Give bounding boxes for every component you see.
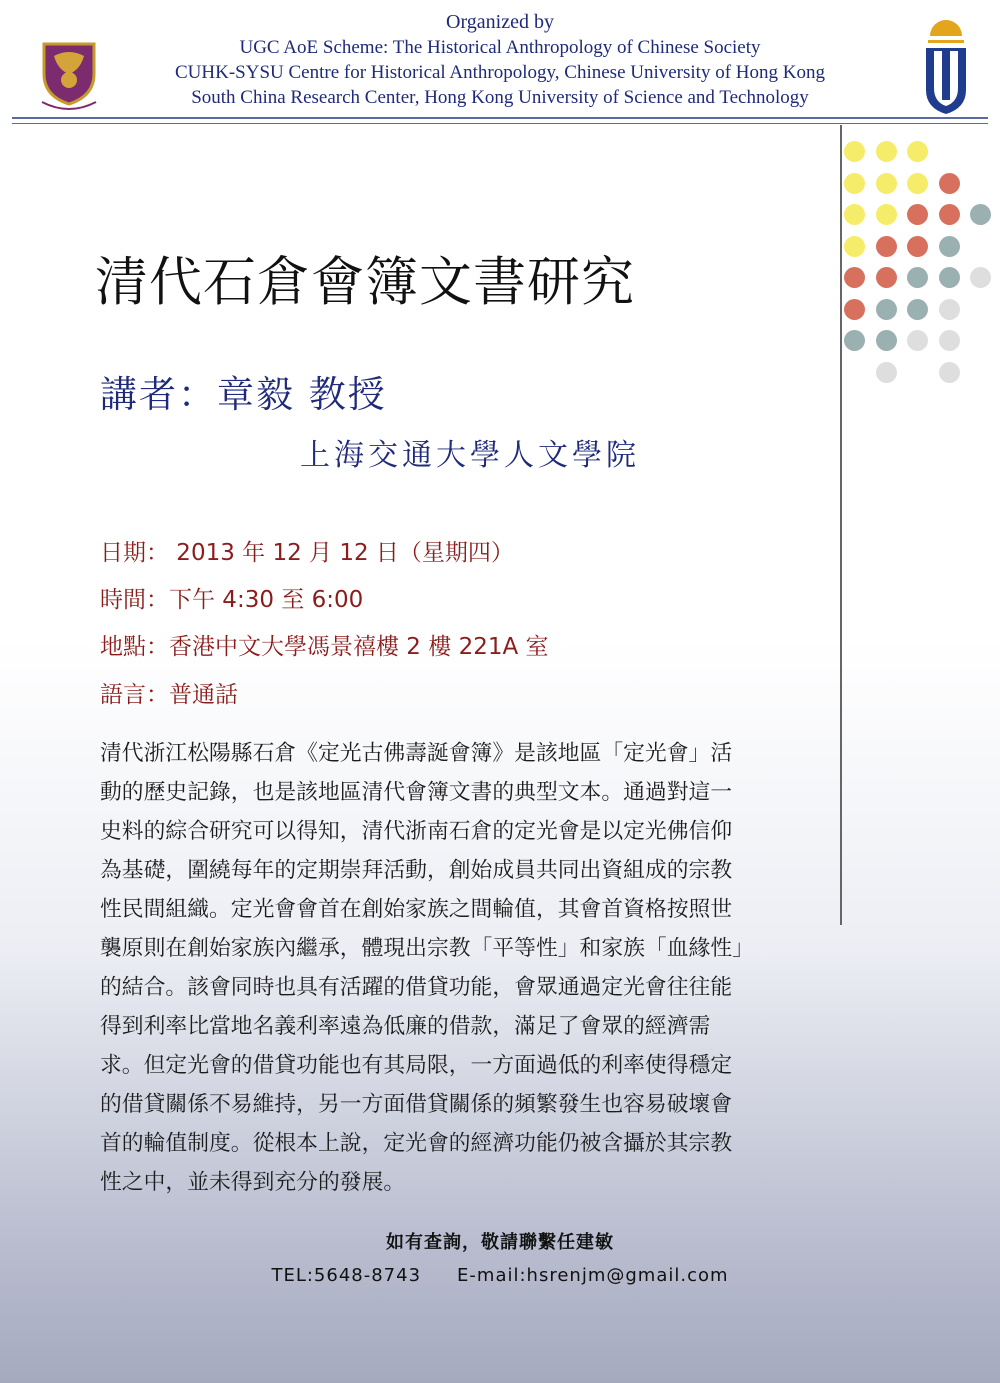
decorative-dot [907, 173, 928, 194]
decorative-dot [939, 362, 960, 383]
organizer-line: CUHK-SYSU Centre for Historical Anthropology, Chinese University of Hong Kong [175, 62, 825, 83]
decorative-dot [907, 330, 928, 351]
contact-inquiry: 如有查詢，敬請聯繫任建敏 [386, 1232, 614, 1253]
contact-info [0, 1265, 1000, 1286]
organizer-line: South China Research Center, Hong Kong University of Science and Technology [191, 87, 809, 108]
abstract-line: 的結合。該會同時也具有活躍的借貸功能，會眾通過定光會往往能 [100, 975, 733, 1000]
contact-phone: TEL:5648-8743 [271, 1265, 422, 1286]
event-time: 時間：下午 4:30 至 6:00 [100, 587, 364, 613]
event-date: 日期： 2013 年 12 月 12 日（星期四） [100, 540, 514, 566]
abstract-line: 動的歷史記錄，也是該地區清代會簿文書的典型文本。通過對這一 [100, 780, 733, 805]
abstract-line: 史料的綜合研究可以得知，清代浙南石倉的定光會是以定光佛信仰 [100, 819, 733, 844]
organized-by-heading: Organized by [446, 11, 554, 33]
abstract-line: 得到利率比當地名義利率遠為低廉的借款，滿足了會眾的經濟需 [100, 1014, 711, 1039]
organizer-line: UGC AoE Scheme: The Historical Anthropology of Chinese Society [239, 37, 761, 58]
decorative-dot [907, 267, 928, 288]
abstract-line: 為基礎，圍繞每年的定期崇拜活動，創始成員共同出資組成的宗教 [100, 858, 733, 883]
decorative-dot [844, 330, 865, 351]
decorative-dot [844, 267, 865, 288]
decorative-dot [907, 141, 928, 162]
abstract-line: 性之中，並未得到充分的發展。 [100, 1170, 406, 1195]
decorative-dot-grid [0, 0, 1000, 400]
decorative-dot [844, 299, 865, 320]
decorative-dot [939, 204, 960, 225]
abstract-paragraph [100, 734, 835, 1202]
decorative-dot [876, 141, 897, 162]
decorative-dot [876, 173, 897, 194]
decorative-dot [939, 236, 960, 257]
decorative-dot [939, 330, 960, 351]
abstract-line: 清代浙江松陽縣石倉《定光古佛壽誕會簿》是該地區「定光會」活 [100, 741, 733, 766]
abstract-line: 襲原則在創始家族內繼承，體現出宗教「平等性」和家族「血緣性」 [100, 936, 754, 961]
abstract-line: 性民間組織。定光會會首在創始家族之間輪值，其會首資格按照世 [100, 897, 733, 922]
decorative-dot [970, 204, 991, 225]
speaker-affiliation: 上海交通大學人文學院 [300, 438, 640, 473]
decorative-dot [907, 236, 928, 257]
decorative-dot [876, 204, 897, 225]
decorative-dot [876, 362, 897, 383]
contact-email[interactable]: E-mail:hsrenjm@gmail.com [457, 1265, 729, 1286]
decorative-dot [876, 299, 897, 320]
event-language: 語言：普通話 [100, 682, 238, 708]
decorative-dot [939, 299, 960, 320]
decorative-dot [939, 267, 960, 288]
decorative-dot [907, 204, 928, 225]
speaker-name: 講者：章毅 教授 [100, 373, 387, 416]
decorative-dot [907, 299, 928, 320]
abstract-line: 首的輪值制度。從根本上說，定光會的經濟功能仍被含攝於其宗教 [100, 1131, 733, 1156]
event-venue: 地點：香港中文大學馮景禧樓 2 樓 221A 室 [100, 634, 549, 660]
decorative-dot [876, 267, 897, 288]
decorative-dot [844, 173, 865, 194]
abstract-line: 的借貸關係不易維持，另一方面借貸關係的頻繁發生也容易破壞會 [100, 1092, 733, 1117]
talk-title: 清代石倉會簿文書研究 [95, 252, 635, 313]
decorative-dot [844, 204, 865, 225]
decorative-dot [844, 236, 865, 257]
decorative-dot [970, 267, 991, 288]
decorative-dot [844, 141, 865, 162]
decorative-dot [876, 236, 897, 257]
decorative-dot [876, 330, 897, 351]
decorative-dot [939, 173, 960, 194]
abstract-line: 求。但定光會的借貸功能也有其局限，一方面過低的利率使得穩定 [100, 1053, 733, 1078]
